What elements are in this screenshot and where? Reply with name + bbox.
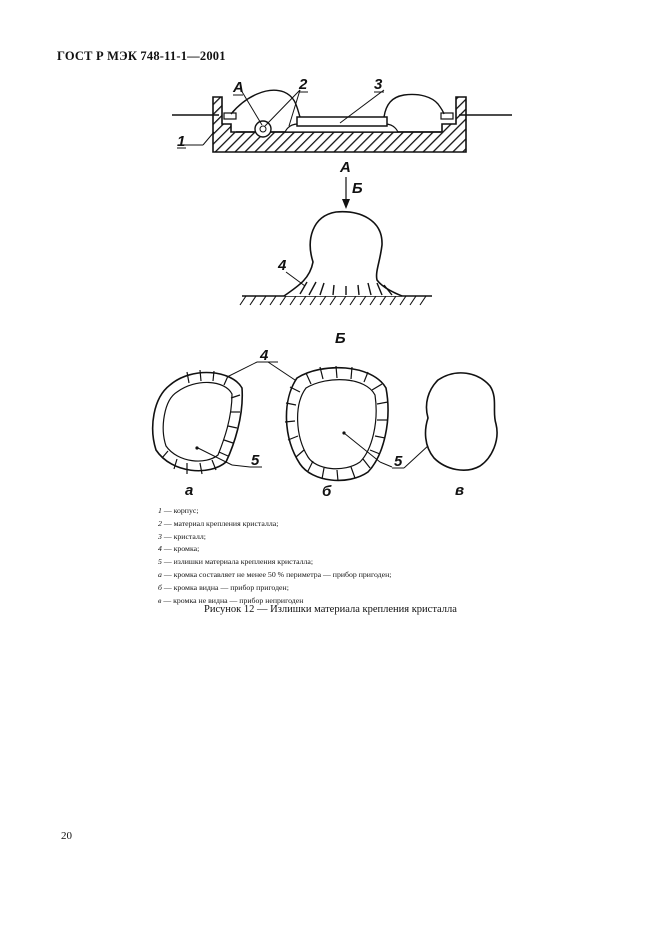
package-cross-section xyxy=(172,76,512,152)
page-number: 20 xyxy=(61,830,72,842)
label-B-arrow: Б xyxy=(352,180,363,197)
view-A-detail xyxy=(240,159,432,347)
legend-item: б — кромка видна — прибор пригоден; xyxy=(158,582,289,592)
label-3: 3 xyxy=(374,76,383,93)
label-A-top: А xyxy=(233,79,244,96)
label-5-b: 5 xyxy=(394,453,403,470)
legend-item: 4 — кромка; xyxy=(158,544,200,554)
figure-caption: Рисунок 12 — Излишки материала крепления кристалла xyxy=(204,604,457,615)
variant-v xyxy=(426,373,498,499)
legend-item: в — кромка не видна — прибор непригоден xyxy=(158,595,304,605)
top-views xyxy=(153,347,497,500)
label-sub-b: б xyxy=(322,483,332,500)
label-A-view: А xyxy=(340,159,351,176)
legend-item: 2 — материал крепления кристалла; xyxy=(158,518,279,528)
variant-b xyxy=(285,366,444,500)
label-1: 1 xyxy=(177,133,186,150)
document-header: ГОСТ Р МЭК 748-11-1—2001 xyxy=(57,49,226,63)
legend-item: 5 — излишки материала крепления кристалла; xyxy=(158,557,314,567)
variant-a xyxy=(153,370,262,499)
label-4-side: 4 xyxy=(278,257,287,274)
legend-item: 3 — кристалл; xyxy=(158,531,206,541)
label-sub-v: в xyxy=(455,482,465,499)
legend-item: 1 — корпус; xyxy=(158,506,199,515)
label-4-top: 4 xyxy=(260,347,269,364)
figure-legend xyxy=(158,505,391,607)
label-5-a: 5 xyxy=(251,452,260,469)
label-2: 2 xyxy=(299,76,308,93)
label-B-section: Б xyxy=(335,330,346,347)
label-sub-a: а xyxy=(185,482,194,499)
legend-item: а — кромка составляет не менее 50 % периметра — прибор пригоден; xyxy=(158,569,392,579)
